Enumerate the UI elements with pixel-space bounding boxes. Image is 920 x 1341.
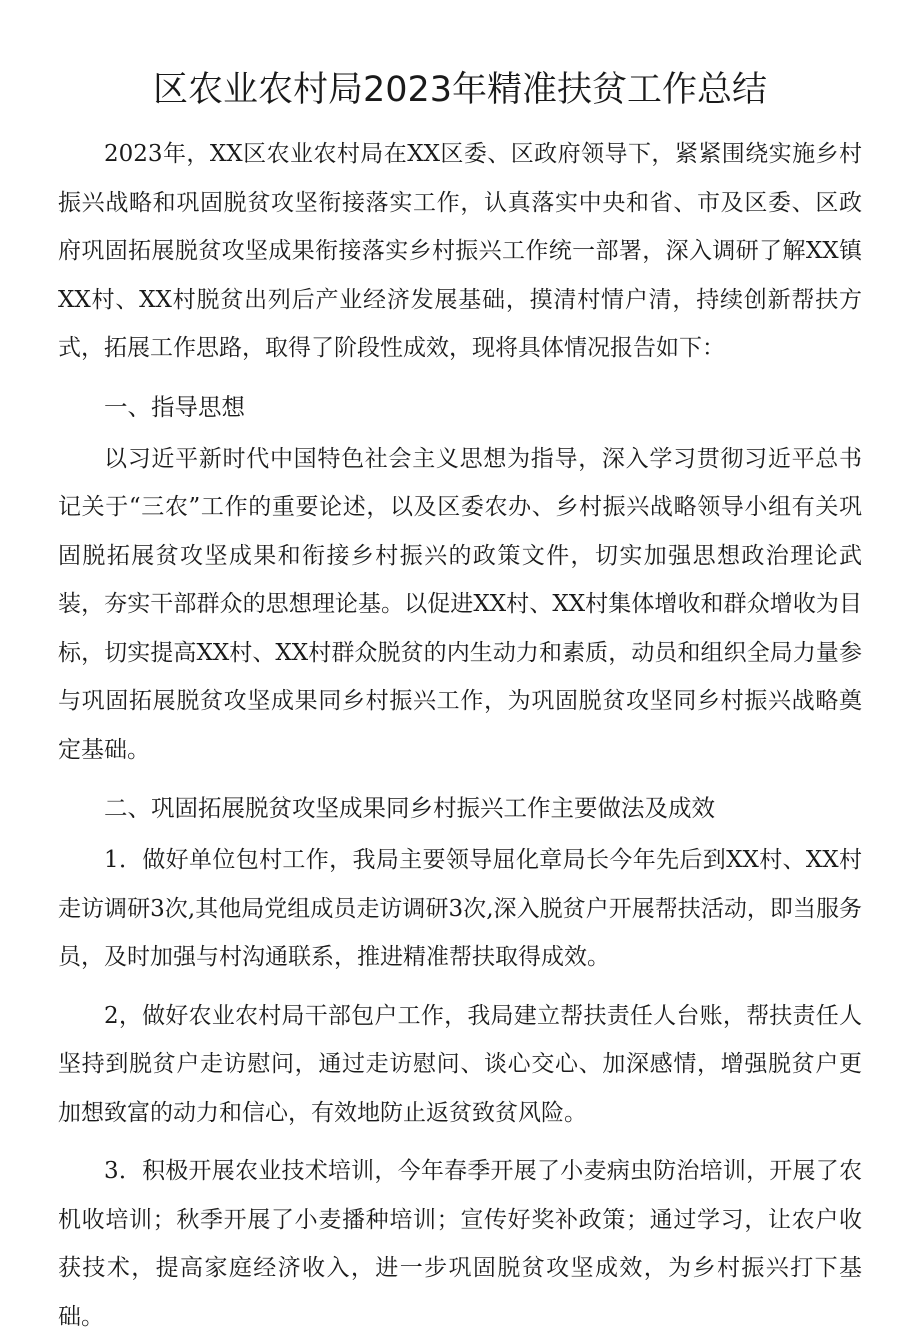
section2-item-3: 3．积极开展农业技术培训，今年春季开展了小麦病虫防治培训，开展了农机收培训；秋季开展了小麦播种培训；宣传好奖补政策；通过学习，让农户收获技术，提高家庭经济收入，进一步巩固脱贫攻坚成效，为乡村振兴打下基础。 (58, 1158, 862, 1330)
section1-heading: 一、指导思想 (104, 392, 245, 421)
intro-paragraph: 2023年，XX区农业农村局在XX区委、区政府领导下，紧紧围绕实施乡村振兴战略和巩固脱贫攻坚衔接落实工作，认真落实中央和省、市及区委、区政府巩固拓展脱贫攻坚成果衔接落实乡村振兴工作统一部署，深入调研了解XX镇XX村、XX村脱贫出列后产业经济发展基础，摸清村情户清，持续创新帮扶方式，拓展工作思路，取得了阶段性成效，现将具体情况报告如下： (58, 141, 862, 361)
section2-item-2: 2，做好农业农村局干部包户工作，我局建立帮扶责任人台账，帮扶责任人坚持到脱贫户走访慰问，通过走访慰问、谈心交心、加深感情，增强脱贫户更加想致富的动力和信心，有效地防止返贫致贫风险。 (58, 1002, 862, 1126)
section2-heading: 二、巩固拓展脱贫攻坚成果同乡村振兴工作主要做法及成效 (104, 794, 715, 822)
document-title: 区农业农村局2023年精准扶贫工作总结 (152, 70, 768, 110)
section2-item-1: 1．做好单位包村工作，我局主要领导屈化章局长今年先后到XX村、XX村走访调研3次,其他局党组成员走访调研3次,深入脱贫户开展帮扶活动，即当服务员，及时加强与村沟通联系，推进精准帮扶取得成效。 (58, 847, 862, 970)
section1-paragraph: 以习近平新时代中国特色社会主义思想为指导，深入学习贯彻习近平总书记关于“三农”工作的重要论述，以及区委农办、乡村振兴战略领导小组有关巩固脱拓展贫攻坚成果和衔接乡村振兴的政策文件，切实加强思想政治理论武装，夯实干部群众的思想理论基。以促进XX村、XX村集体增收和群众增收为目标，切实提高XX村、XX村群众脱贫的内生动力和素质，动员和组织全局力量参与巩固拓展脱贫攻坚成果同乡村振兴工作，为巩固脱贫攻坚同乡村振兴战略奠定基础。 (58, 445, 862, 763)
